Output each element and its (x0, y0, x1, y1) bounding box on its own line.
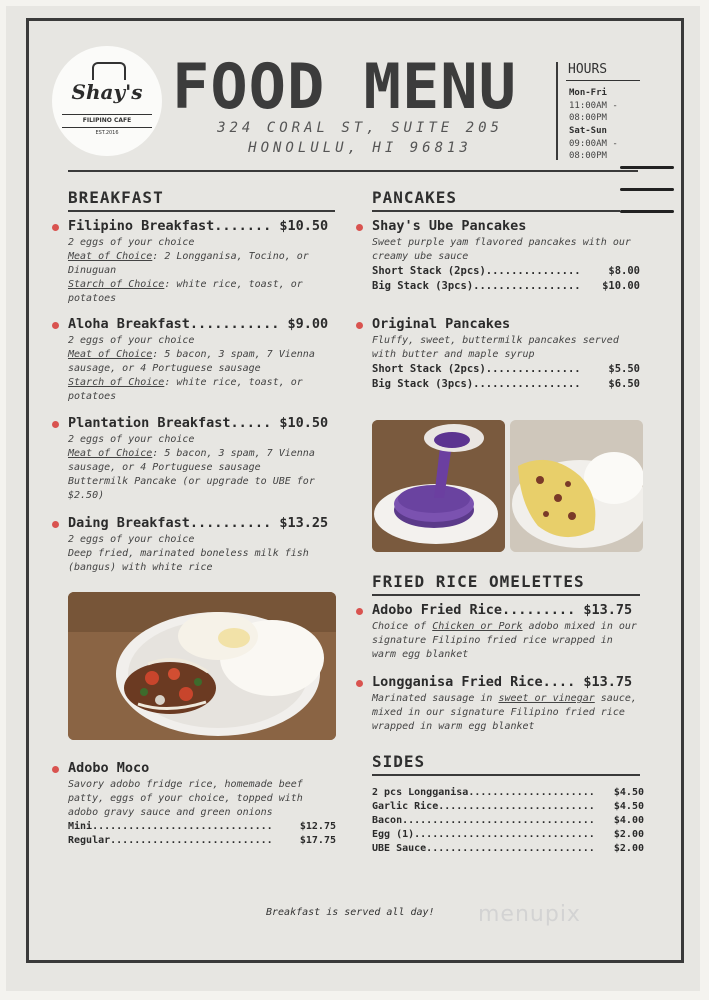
hours-rule (566, 80, 640, 81)
watermark: menupix (478, 902, 581, 927)
list-item: Garlic Rice.......................... $4.50 (372, 801, 644, 812)
bullet-icon (52, 521, 59, 528)
menu-item-daing-breakfast (68, 515, 338, 575)
hours-weekday-close: 08:00PM (569, 113, 607, 123)
item-name: Plantation Breakfast..... $10.50 (68, 415, 329, 431)
price-row-regular: Regular........................... $17.75 (68, 835, 336, 846)
bullet-icon (356, 680, 363, 687)
item-description: 2 eggs of your choice Meat of Choice: 5 bacon, 3 spam, 7 Vienna sausage, or 4 Portuguese sausage Buttermilk Pancake (or upgrade to UBE for $2.50) (68, 434, 315, 501)
item-name: Longganisa Fried Rice.... $13.75 (372, 674, 633, 690)
footer-note: Breakfast is served all day! (266, 907, 435, 918)
item-description: Sweet purple yam flavored pancakes with our creamy ube sauce (372, 237, 631, 262)
hours-weekend-close: 08:00PM (569, 151, 607, 161)
fried-rice-heading: FRIED RICE OMELETTES (372, 572, 585, 591)
fried-rice-rule (372, 594, 640, 596)
pancakes-heading: PANCAKES (372, 188, 458, 207)
header-rule (68, 170, 638, 172)
item-name: Adobo Fried Rice......... $13.75 (372, 602, 633, 618)
menu-item-adobo-moco (68, 760, 336, 848)
list-item: Egg (1).............................. $2.00 (372, 829, 644, 840)
pancakes-rule (372, 210, 620, 212)
price-row-short-stack: Short Stack (2pcs)............... $8.00 (372, 265, 640, 277)
item-name: Daing Breakfast.......... $13.25 (68, 515, 329, 531)
item-name: Adobo Moco (68, 760, 150, 776)
bullet-icon (52, 421, 59, 428)
ube-pancakes-photo (372, 420, 505, 552)
header-divider (556, 62, 558, 160)
shays-logo (52, 46, 162, 156)
menu-item-original-pancakes (372, 316, 640, 392)
hours-title: HOURS (568, 62, 608, 77)
bullet-icon (52, 322, 59, 329)
item-name: Shay's Ube Pancakes (372, 218, 527, 234)
item-name: Original Pancakes (372, 316, 511, 332)
hours-weekday-open: 11:00AM - (569, 101, 618, 111)
price-row-big-stack: Big Stack (3pcs)................. $6.50 (372, 378, 640, 390)
omelette-photo (510, 420, 643, 552)
breakfast-heading: BREAKFAST (68, 188, 164, 207)
logo-name: Shay's (71, 80, 143, 104)
bullet-icon (356, 608, 363, 615)
price-row-big-stack: Big Stack (3pcs)................. $10.00 (372, 280, 640, 292)
item-description: Choice of Chicken or Pork adobo mixed in our signature Filipino fried rice wrapped in warm egg blanket (372, 621, 637, 660)
breakfast-plate-photo (68, 592, 336, 740)
hours-weekend-open: 09:00AM - (569, 139, 618, 149)
bullet-icon (52, 224, 59, 231)
bullet-icon (356, 224, 363, 231)
address-line-1: 324 CORAL ST, SUITE 205 (217, 120, 503, 136)
breakfast-rule (68, 210, 335, 212)
item-name: Aloha Breakfast........... $9.00 (68, 316, 329, 332)
item-description: 2 eggs of your choice Meat of Choice: 5 bacon, 3 spam, 7 Vienna sausage, or 4 Portuguese sausage Starch of Choice: white rice, toast, or potatoes (68, 335, 315, 402)
menu-item-aloha-breakfast (68, 316, 338, 404)
hours-weekend-label: Sat-Sun (569, 126, 607, 136)
logo-band: FILIPINO CAFE (62, 114, 152, 128)
item-description: Fluffy, sweet, buttermilk pancakes served with butter and maple syrup (372, 335, 619, 360)
page-title: FOOD MENU (172, 50, 517, 123)
item-name: Filipino Breakfast....... $10.50 (68, 218, 329, 234)
menu-item-ube-pancakes (372, 218, 640, 294)
price-row-mini: Mini.............................. $12.75 (68, 821, 336, 832)
item-description: 2 eggs of your choice Deep fried, marinated boneless milk fish (bangus) with white rice (68, 534, 309, 573)
price-row-short-stack: Short Stack (2pcs)............... $5.50 (372, 363, 640, 375)
address-line-2: HONOLULU, HI 96813 (248, 140, 472, 156)
logo-est: EST.2016 (95, 130, 119, 136)
sides-rule (372, 774, 640, 776)
menu-item-filipino-breakfast (68, 218, 338, 306)
menu-item-longganisa-fried-rice (372, 674, 640, 734)
item-description: 2 eggs of your choice Meat of Choice: 2 Longganisa, Tocino, or Dinuguan Starch of Choice: white rice, toast, or potatoes (68, 237, 309, 304)
bullet-icon (356, 322, 363, 329)
hours-weekday-label: Mon-Fri (569, 88, 607, 98)
list-item: 2 pcs Longganisa..................... $4.50 (372, 787, 644, 798)
bullet-icon (52, 766, 59, 773)
list-item: Bacon................................ $4.00 (372, 815, 644, 826)
menu-item-adobo-fried-rice (372, 602, 640, 662)
house-icon (92, 62, 126, 80)
item-description: Savory adobo fridge rice, homemade beef patty, eggs of your choice, topped with adobo gravy sauce and green onions (68, 779, 303, 818)
list-item: UBE Sauce............................ $2.00 (372, 843, 644, 854)
menu-item-plantation-breakfast (68, 415, 338, 503)
item-description: Marinated sausage in sweet or vinegar sauce, mixed in our signature Filipino fried rice wrapped in warm egg blanket (372, 693, 637, 732)
sides-heading: SIDES (372, 752, 426, 771)
sides-list (372, 786, 644, 856)
